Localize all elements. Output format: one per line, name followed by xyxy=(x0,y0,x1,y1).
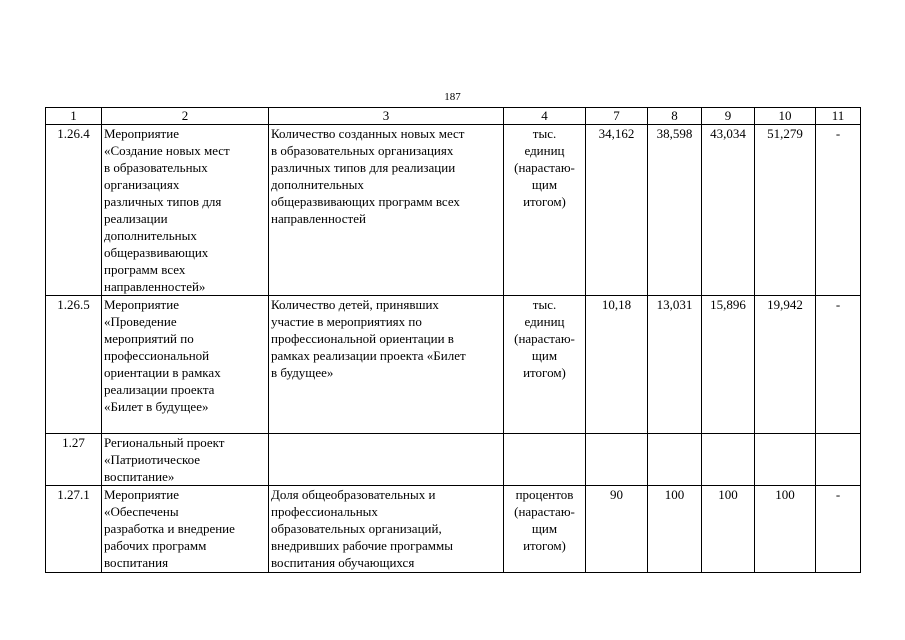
indicator-cell xyxy=(269,434,504,486)
column-header: 8 xyxy=(648,108,702,125)
column-header: 2 xyxy=(102,108,269,125)
row-number: 1.26.5 xyxy=(46,296,102,434)
value-cell-8: 100 xyxy=(648,486,702,573)
unit-cell xyxy=(504,486,586,573)
indicator-cell xyxy=(269,125,504,296)
value-cell-10 xyxy=(755,434,816,486)
indicator-text: Количество детей, принявших участие в мероприятиях по профессиональной ориентации в рамках реализации проекта «Билет в будущее» xyxy=(271,297,466,380)
unit-cell xyxy=(504,296,586,434)
value-cell-9: 43,034 xyxy=(702,125,755,296)
event-cell xyxy=(102,486,269,573)
column-header: 4 xyxy=(504,108,586,125)
value-cell-11: - xyxy=(816,125,861,296)
event-cell xyxy=(102,296,269,434)
table-row xyxy=(46,434,861,486)
value-cell-11: - xyxy=(816,486,861,573)
column-header: 1 xyxy=(46,108,102,125)
page-number: 187 xyxy=(444,91,461,103)
value-cell-7: 10,18 xyxy=(586,296,648,434)
unit-text: процентов (нарастаю- щим итогом) xyxy=(514,487,575,553)
value-cell-9: 100 xyxy=(702,486,755,573)
unit-text: тыс. единиц (нарастаю- щим итогом) xyxy=(514,297,575,380)
value-cell-8: 13,031 xyxy=(648,296,702,434)
column-header: 3 xyxy=(269,108,504,125)
column-header: 9 xyxy=(702,108,755,125)
indicator-text: Количество созданных новых мест в образовательных организациях различных типов для реализации дополнительных общеразвивающих программ всех направленностей xyxy=(271,126,465,226)
table-row xyxy=(46,296,861,434)
value-cell-11: - xyxy=(816,296,861,434)
event-cell xyxy=(102,125,269,296)
row-number: 1.27.1 xyxy=(46,486,102,573)
column-header: 7 xyxy=(586,108,648,125)
value-cell-7: 34,162 xyxy=(586,125,648,296)
row-number: 1.26.4 xyxy=(46,125,102,296)
table-row xyxy=(46,125,861,296)
column-header: 10 xyxy=(755,108,816,125)
value-cell-10: 100 xyxy=(755,486,816,573)
indicator-cell xyxy=(269,296,504,434)
indicator-cell xyxy=(269,486,504,573)
table-header-row xyxy=(46,108,861,125)
value-cell-8 xyxy=(648,434,702,486)
data-table xyxy=(45,107,861,573)
event-text: Мероприятие «Создание новых мест в образовательных организациях различных типов для реализации дополнительных общеразвивающих программ всех направленностей» xyxy=(104,126,230,294)
value-cell-8: 38,598 xyxy=(648,125,702,296)
event-cell xyxy=(102,434,269,486)
unit-cell xyxy=(504,125,586,296)
value-cell-9 xyxy=(702,434,755,486)
event-text: Мероприятие «Обеспечены разработка и внедрение рабочих программ воспитания xyxy=(104,487,235,570)
value-cell-7 xyxy=(586,434,648,486)
row-number: 1.27 xyxy=(46,434,102,486)
value-cell-10: 51,279 xyxy=(755,125,816,296)
value-cell-7: 90 xyxy=(586,486,648,573)
value-cell-10: 19,942 xyxy=(755,296,816,434)
unit-cell xyxy=(504,434,586,486)
unit-text: тыс. единиц (нарастаю- щим итогом) xyxy=(514,126,575,209)
event-text: Региональный проект «Патриотическое воспитание» xyxy=(104,435,225,484)
column-header: 11 xyxy=(816,108,861,125)
event-text: Мероприятие «Проведение мероприятий по профессиональной ориентации в рамках реализации проекта «Билет в будущее» xyxy=(104,297,221,414)
value-cell-11 xyxy=(816,434,861,486)
table-row xyxy=(46,486,861,573)
value-cell-9: 15,896 xyxy=(702,296,755,434)
indicator-text: Доля общеобразовательных и профессиональных образовательных организаций, внедривших рабочие программы воспитания обучающихся xyxy=(271,487,453,570)
